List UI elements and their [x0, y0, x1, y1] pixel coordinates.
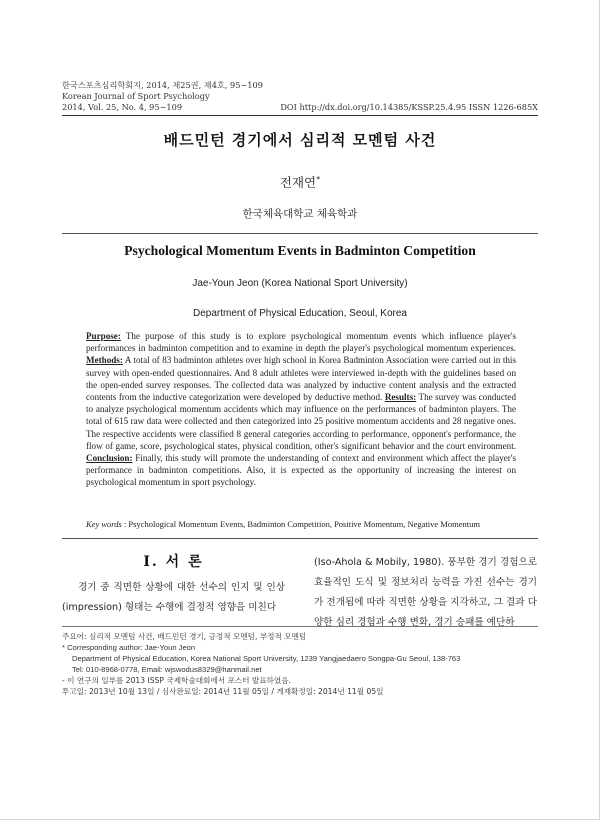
abstract-rule	[62, 538, 538, 539]
journal-name-ko: 한국스포츠심리학회지, 2014, 제25권, 제4호, 95~109	[62, 80, 263, 90]
affiliation-en: Department of Physical Education, Seoul, Korea	[192, 308, 407, 319]
body-text-right: (Iso-Ahola & Mobily, 1980). 풍부한 경기 경험으로 효율적인 도식 및 정보처리 능력을 가진 선수는 경기가 전개됨에 따라 직면한 상황을 지각하고, 그 결과 다양한 심리 경험과 수행 변화, 경기 승패를 예단하	[314, 557, 537, 628]
methods-label: Methods:	[86, 355, 123, 366]
footnote-address: Department of Physical Education, Korea National Sport University, 1239 Yangjaedaero Songpa-Gu Seoul, 138-763	[72, 654, 461, 663]
keywords	[86, 519, 516, 529]
journal-header	[62, 80, 538, 113]
body-text-left: 경기 중 직면한 상황에 대한 선수의 인지 및 인상(impression) 형태는 수행에 결정적 영향을 미친다	[62, 582, 285, 613]
methods-text: A total of 83 badminton athletes over high school in Korea Badminton Association were carried out in this survey with open-ended questionnaires. And 8 adult athletes were interviewed in-depth with the guidelines based on the open-ended survey responses. The collected data was analyzed by inductive content analysis and the extracted contents from the inductive categorization were developed by deductive method.	[86, 355, 516, 403]
results-label: Results:	[384, 392, 417, 403]
purpose-label: Purpose:	[86, 331, 121, 341]
author-name-text: 전재연	[279, 175, 317, 190]
author-name-ko	[62, 173, 538, 191]
journal-name-en: Korean Journal of Sport Psychology	[62, 91, 210, 101]
paper-title-en: Psychological Momentum Events in Badminton Competition	[124, 243, 476, 258]
abstract	[86, 330, 516, 489]
title-rule	[62, 233, 538, 234]
affiliation-ko: 한국체육대학교 체육학과	[242, 208, 358, 220]
header-rule	[62, 115, 538, 116]
footnote-keywords-ko: 주요어: 심리적 모멘텀 사건, 배드민턴 경기, 긍정적 모멘텀, 부정적 모멘텀	[62, 632, 307, 641]
results-text: The survey was conducted to analyze psychological momentum accidents which may influence on the performances of badminton players. The total of 615 raw data were collected and then categorized into 25 positive momentum accidents and 28 negative ones. The respective accidents were classified 8 general categories according to performance, opponent's performance, the flow of game, score, psychological states, physical condition, other's significant behavior and the court environment.	[86, 392, 517, 451]
footnote-dates: 투고일: 2013년 10월 13일 / 심사완료일: 2014년 11월 05일 / 게재확정일: 2014년 11월 05일	[62, 687, 384, 696]
purpose-text: The purpose of this study is to explore psychological momentum events which influence player's performances in badminton competition and to examine in depth the player's psychological momentum experiences.	[86, 331, 516, 354]
doi-info: DOI http://dx.doi.org/10.14385/KSSP.25.4.95 ISSN 1226-685X	[280, 102, 538, 112]
conclusion-label: Conclusion:	[86, 453, 133, 464]
footnotes	[62, 631, 538, 697]
footnote-rule	[62, 626, 538, 627]
footnote-contact: Tel: 010-8968-0778, Email: wjswodus8329@hanmail.net	[72, 665, 262, 674]
footnote-corresponding: * Corresponding author: Jae-Youn Jeon	[62, 643, 196, 652]
right-column	[314, 553, 537, 633]
author-name-en: Jae-Youn Jeon (Korea National Sport University)	[192, 278, 408, 289]
section-heading: I. 서 론	[143, 554, 204, 570]
conclusion-text: Finally, this study will promote the understanding of context and environment which affect the player's performance in badminton competitions. Also, it is expected as the opportunity of increasing the interest on psychological momentum in sport psychology.	[86, 453, 516, 488]
paper-title-ko: 배드민턴 경기에서 심리적 모멘텀 사건	[163, 131, 437, 149]
footnote-note: - 이 연구의 일부를 2013 ISSP 국제학술대회에서 포스터 발표하였음.	[62, 676, 291, 685]
keywords-text: : Psychological Momentum Events, Badminton Competition, Positive Momentum, Negative Momentum	[121, 519, 480, 529]
author-mark: *	[316, 174, 321, 184]
left-column	[62, 553, 285, 618]
volume-info: 2014, Vol. 25, No. 4, 95~109	[62, 102, 183, 112]
keywords-label: Key words	[86, 519, 122, 529]
